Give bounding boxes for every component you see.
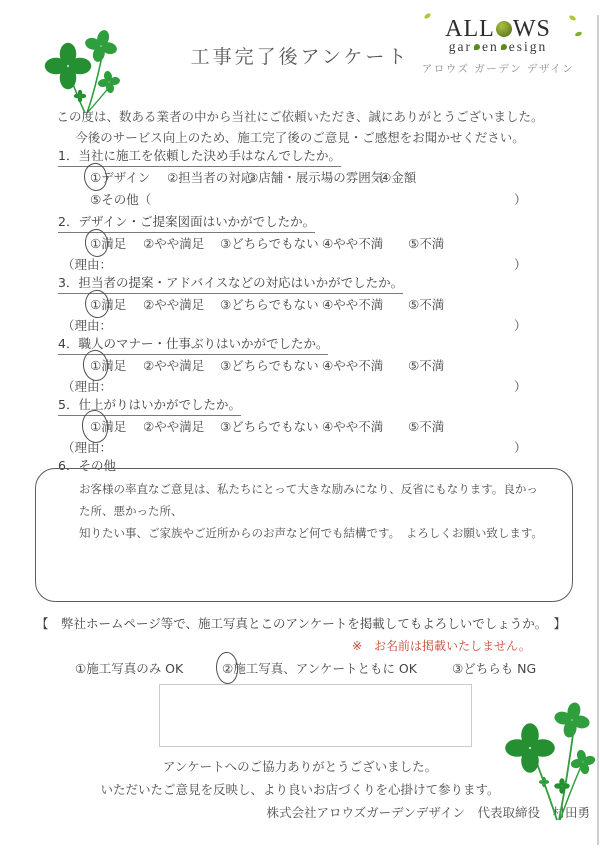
q2-option-1: ①満足 [90,236,127,251]
company-signature: 株式会社アロウズガーデンデザイン 代表取締役 村田勇 [266,805,590,820]
q2-option-5: ⑤不満 [408,236,445,251]
intro-line2: 今後のサービス向上のため、施工完了後のご意見・ご感想をお聞かせください。 [75,130,525,145]
q5-reason-close-paren: ） [514,440,527,455]
q4-reason-label: （理由： [62,379,113,394]
q1-option-4: ④金額 [380,170,417,185]
q5-option-1: ①満足 [90,419,127,434]
q2-option-3: ③どちらでもない [220,236,319,251]
handwritten-circle-publish [214,651,239,685]
q1-option-2: ②担当者の対応 [167,170,254,185]
publish-question: 【 弊社ホームページ等で、施工写真とこのアンケートを掲載してもよろしいでしょうか。 】 [36,616,567,631]
green-ball-icon [496,21,512,37]
question-3-heading: 3．担当者の提案・アドバイスなどの対応はいかがでしたか。 [58,273,403,294]
question-2-heading: 2．デザイン・ご提案図面はいかがでしたか。 [58,212,315,233]
company-logo [418,16,578,76]
clover-decoration-top-left [40,24,132,116]
q3-reason-label: （理由： [62,318,113,333]
q3-option-3: ③どちらでもない [220,297,319,312]
question-6-heading: 6．その他 [58,458,116,473]
question-4-heading: 4．職人のマナー・仕事ぶりはいかがでしたか。 [58,334,328,355]
page-title: 工事完了後アンケート [190,46,410,68]
q1-option-5-other: ⑤その他（ [90,192,152,207]
logo-text-pre: ALL [445,16,495,42]
q5-option-5: ⑤不満 [408,419,445,434]
q4-option-1: ①満足 [90,358,127,373]
q5-reason-label: （理由： [62,440,113,455]
comment-hint-line1: お客様の率直なご意見は、私たちにとって大きな励みになり、反省にもなります。良かった所、悪かった所、 [79,482,538,518]
comment-hint-line2: 知りたい事、ご家族やご近所からのお声など何でも結構です。 よろしくお願い致します。 [79,526,543,540]
logo-katakana: アロウズ ガーデン デザイン [421,63,575,75]
leaf-icon [575,31,583,37]
q4-reason-close-paren: ） [514,379,527,394]
footer-thanks-line2: いただいたご意見を反映し、より良いお店づくりを心掛けて参ります。 [100,782,500,797]
leaf-dot-icon [501,44,507,50]
q4-option-5: ⑤不満 [408,358,445,373]
comment-box [35,468,573,602]
q2-reason-close-paren: ） [514,257,527,272]
q2-option-4: ④やや不満 [322,236,384,251]
q3-option-1: ①満足 [90,297,127,312]
intro-line1: この度は、数ある業者の中から当社にご依頼いただき、誠にありがとうございました。 [56,109,544,124]
q5-option-4: ④やや不満 [322,419,384,434]
q1-option-3: ③店舗・展示場の雰囲気 [247,170,384,185]
footer-thanks-line1: アンケートへのご協力ありがとうございました。 [162,759,438,774]
leaf-icon [423,12,431,19]
publish-option-1: ①施工写真のみ OK [75,661,184,676]
q1-other-close-paren: ） [514,192,527,207]
comment-box-hint [36,469,572,544]
intro-text [0,106,600,148]
publish-option-3: ③どちらも NG [452,661,537,676]
q2-option-2: ②やや満足 [143,236,205,251]
q3-option-2: ②やや満足 [143,297,205,312]
question-5-heading: 5．仕上がりはいかがでしたか。 [58,395,241,416]
question-1-heading: 1．当社に施工を依頼した決め手はなんでしたか。 [58,146,341,167]
clover-decoration-bottom-right [502,690,598,822]
logo-text-post: WS [512,16,551,42]
leaf-icon [568,15,576,22]
publish-option-2: ②施工写真、アンケートともに OK [222,661,417,676]
logo-tagline: gar en esign [448,39,548,54]
q4-option-4: ④やや不満 [322,358,384,373]
q5-option-2: ②やや満足 [143,419,205,434]
q3-option-4: ④やや不満 [322,297,384,312]
leaf-dot-icon [474,44,480,50]
logo-wordmark [418,16,578,42]
q4-option-2: ②やや満足 [143,358,205,373]
q3-option-5: ⑤不満 [408,297,445,312]
q2-reason-label: （理由： [62,257,113,272]
q4-option-3: ③どちらでもない [220,358,319,373]
privacy-note: ※ お名前は掲載いたしません。 [352,639,531,653]
q5-option-3: ③どちらでもない [220,419,319,434]
q3-reason-close-paren: ） [514,318,527,333]
q1-option-1: ①デザイン [90,170,151,185]
name-answer-box [159,684,472,747]
